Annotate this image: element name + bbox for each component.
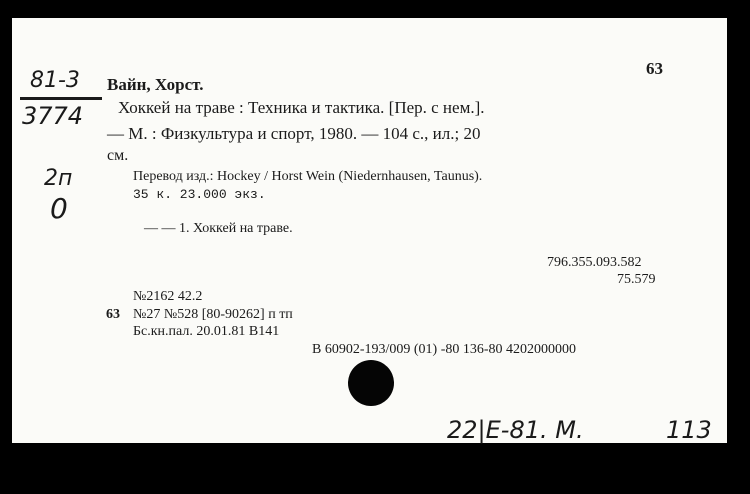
- punch-hole: [348, 360, 394, 406]
- registration-code-3: Бс.кн.пал. 20.01.81 В141: [133, 324, 280, 339]
- shelf-mark-bottom: 3774: [22, 102, 84, 130]
- udc-code-2: 75.579: [617, 272, 656, 287]
- shelf-mark-divider: [20, 97, 102, 100]
- registration-code-1: №2162 42.2: [133, 289, 203, 304]
- udc-code-1: 796.355.093.582: [547, 255, 642, 270]
- shelf-mark-top: 81-3: [30, 68, 80, 93]
- title-line-1: Хоккей на траве : Техника и тактика. [Пер. с нем.].: [118, 98, 485, 117]
- title-line-2: — М. : Физкультура и спорт, 1980. — 104 с., ил.; 20: [107, 124, 481, 143]
- margin-note-1: 2п: [44, 166, 73, 191]
- bottom-right-number: 113: [666, 416, 712, 444]
- translation-note: Перевод изд.: Hockey / Horst Wein (Niedernhausen, Taunus).: [133, 169, 483, 184]
- bottom-handwritten-note: 22|Е-81. М.: [447, 416, 584, 444]
- price-and-print-run: 35 к. 23.000 экз.: [133, 187, 266, 202]
- card-number: 63: [646, 59, 663, 78]
- registration-code-2: №27 №528 [80-90262] п тп: [133, 307, 293, 322]
- title-line-3: см.: [107, 147, 129, 164]
- subject-entry: — — 1. Хоккей на траве.: [144, 221, 293, 236]
- registration-code-2-prefix: 63: [106, 307, 120, 322]
- author-heading: Вайн, Хорст.: [107, 75, 204, 94]
- margin-note-2: 0: [50, 192, 68, 225]
- registration-code-4: В 60902-193/009 (01) -80 136-80 4202000000: [312, 342, 577, 357]
